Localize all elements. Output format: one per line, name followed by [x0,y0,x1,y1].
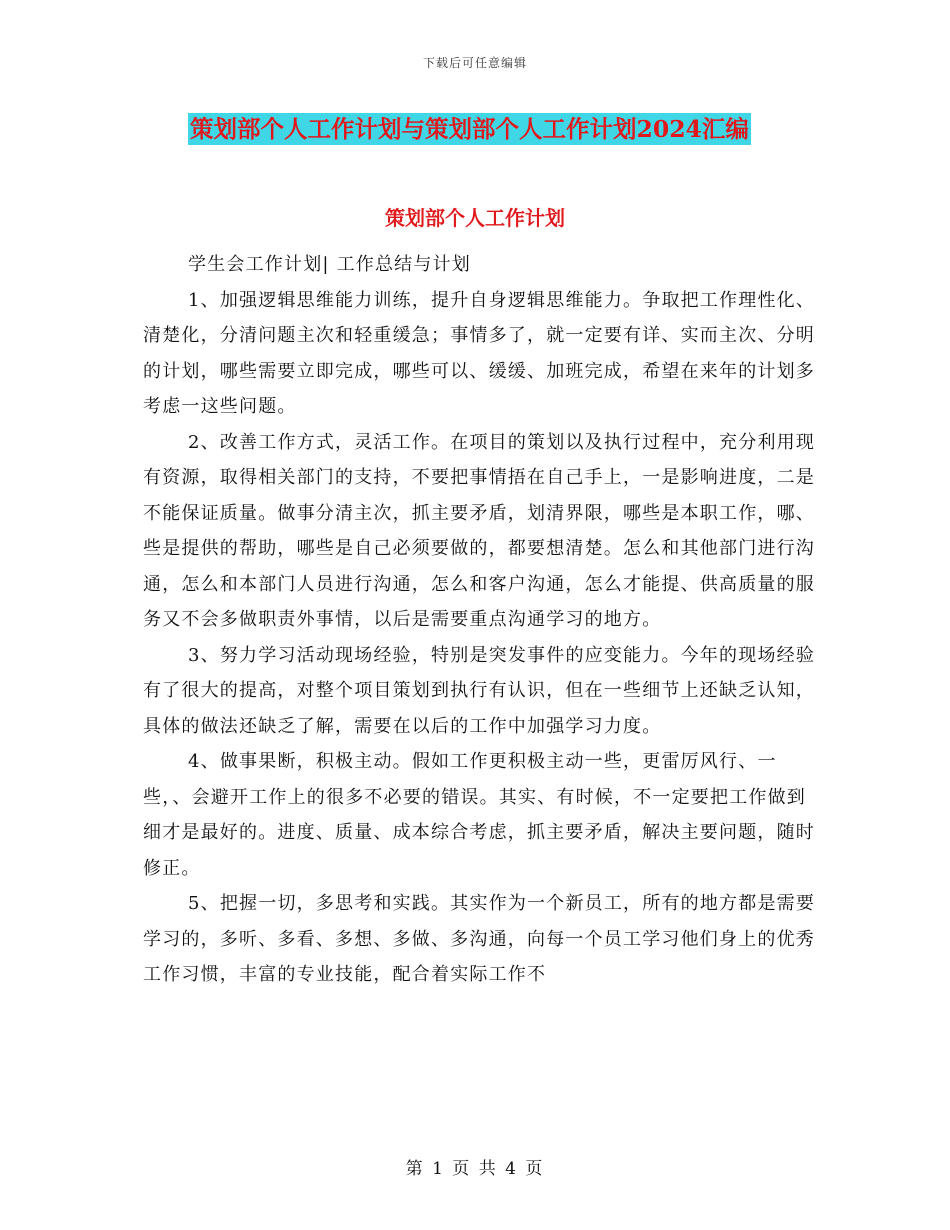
subtitle-line: 学生会工作计划| 工作总结与计划 [188,254,471,275]
section-title: 策划部个人工作计划 [385,206,565,230]
main-title: 策划部个人工作计划与策划部个人工作计划2024汇编 [190,115,749,143]
header-note: 下载后可任意编辑 [422,56,527,70]
paragraph-5: 5、把握一切，多思考和实践。其实作为一个新员工，所有的地方都是需要学习的，多听、多看、多想、多做、多沟通，向每一个员工学习他们身上的优秀工作习惯，丰富的专业技能，配合着实际工作不 [143,893,816,985]
paragraph-3: 3、努力学习活动现场经验，特别是突发事件的应变能力。今年的现场经验有了很大的提高，对整个项目策划到执行有认识，但在一些细节上还缺乏认知，具体的做法还缺乏了解，需要在以后的工作中加强学习力度。 [143,644,816,737]
paragraph-4: 4、做事果断，积极主动。假如工作更积极主动一些，更雷厉风行、一些，、会避开工作上的很多不必要的错误。其实、有时候，不一定要把工作做到细才是最好的。进度、质量、成本综合考虑，抓主要矛盾，解决主要问题，随时修正。 [143,751,815,879]
paragraph-1: 1、加强逻辑思维能力训练，提升自身逻辑思维能力。争取把工作理性化、清楚化，分清问题主次和轻重缓急；事情多了，就一定要有详、实而主次、分明的计划，哪些需要立即完成，哪些可以、缓缓、加班完成，希望在来年的计划多考虑一这些问题。 [143,289,816,417]
page-number-footer: 第 1 页 共 4 页 [405,1159,545,1179]
paragraph-2: 2、改善工作方式，灵活工作。在项目的策划以及执行过程中，充分利用现有资源，取得相关部门的支持，不要把事情捂在自己手上，一是影响进度，二是不能保证质量。做事分清主次，抓主要矛盾，划清界限，哪些是本职工作，哪、些是提供的帮助，哪些是自己必须要做的，都要想清楚。怎么和其他部门进行沟通，怎么和本部门人员进行沟通，怎么和客户沟通，怎么才能提、供高质量的服务又不会多做职责外事情，以后是需要重点沟通学习的地方。 [143,431,816,630]
body-text [143,247,823,993]
